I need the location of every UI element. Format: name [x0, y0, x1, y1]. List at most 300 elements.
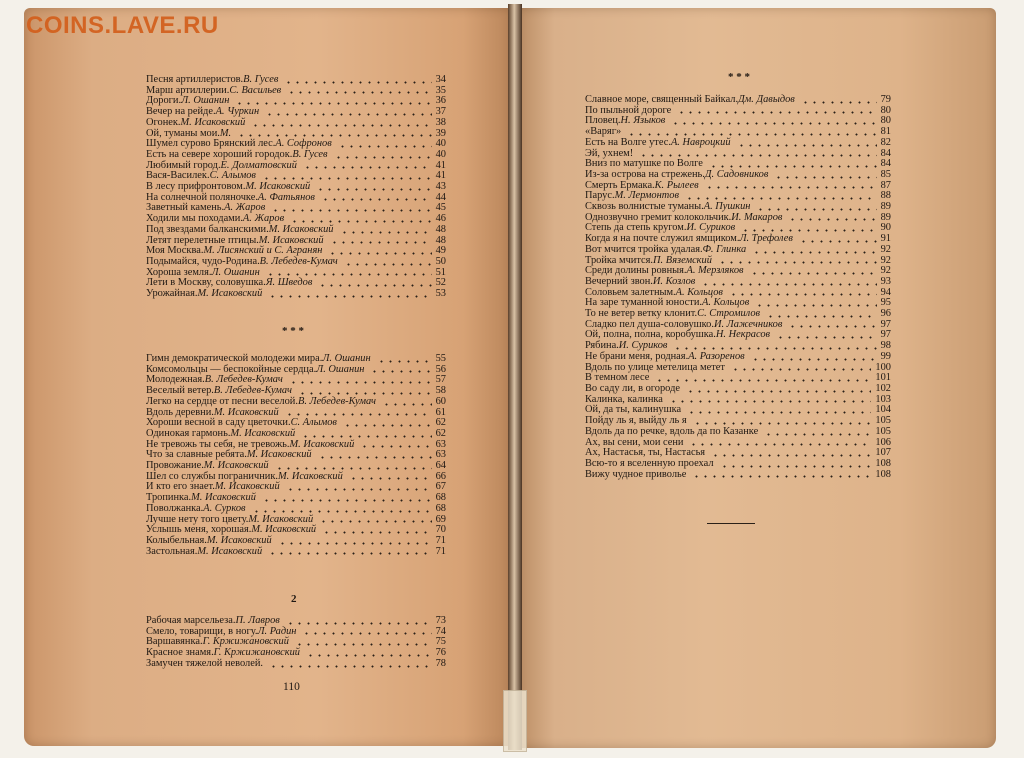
- song-page-number: 51: [435, 266, 446, 278]
- dot-leader: [319, 520, 431, 523]
- song-page-number: 40: [435, 138, 446, 150]
- song-page-number: 73: [435, 615, 446, 626]
- dot-leader: [718, 261, 877, 264]
- song-page-number: 75: [435, 636, 446, 648]
- dot-leader: [328, 252, 431, 255]
- song-author: М. Исаковский: [258, 234, 324, 246]
- song-page-number: 106: [875, 436, 891, 448]
- dot-leader: [788, 325, 876, 328]
- dot-leader: [343, 424, 432, 427]
- song-page-number: 35: [435, 84, 446, 96]
- toc-list-left-c: [146, 616, 446, 670]
- song-title: Калинка, калинка: [585, 393, 663, 405]
- song-page-number: 70: [435, 524, 446, 536]
- dot-leader: [720, 465, 872, 468]
- song-author: А. Софронов: [275, 138, 332, 150]
- dot-leader: [669, 400, 872, 403]
- page-number: 110: [283, 681, 300, 693]
- dot-leader: [321, 198, 432, 201]
- song-page-number: 63: [435, 449, 446, 461]
- song-title: Застольная.: [146, 545, 198, 557]
- dot-leader: [252, 510, 432, 513]
- song-page-number: 107: [875, 447, 891, 459]
- dot-leader: [737, 144, 877, 147]
- song-page-number: 97: [880, 318, 891, 330]
- dot-leader: [360, 445, 431, 448]
- song-title: Вдоль да по речке, вдоль да по Казанке: [585, 425, 759, 437]
- song-page-number: 97: [880, 329, 891, 341]
- toc-entry: [585, 116, 891, 127]
- song-title: Ой, полна, полна, коробушка.: [585, 329, 716, 341]
- song-title: То не ветер ветку клонит.: [585, 308, 698, 320]
- song-title: Сквозь волнистые туманы.: [585, 201, 704, 213]
- song-title: Вася-Василек.: [146, 170, 210, 182]
- song-title: Не тревожь ты себя, не тревожь.: [146, 438, 290, 450]
- tape-strip: [503, 690, 527, 752]
- song-title: Хороши весной в саду цветочки.: [146, 417, 291, 429]
- dot-leader: [284, 81, 431, 84]
- song-author: М. Лермонтов: [614, 190, 679, 202]
- song-page-number: 48: [435, 234, 446, 246]
- song-author: Д. Садовников: [704, 168, 769, 180]
- song-title: И кто его знает.: [146, 481, 215, 493]
- song-page-number: 52: [435, 277, 446, 289]
- song-title: Марш артиллерии.: [146, 84, 230, 96]
- dot-leader: [731, 368, 872, 371]
- toc-entry: [585, 459, 891, 470]
- song-author: А. Жаров: [242, 213, 285, 225]
- song-page-number: 96: [880, 308, 891, 320]
- song-author: Л. Ошанин: [211, 266, 260, 278]
- dot-leader: [370, 370, 431, 373]
- song-author: В. Гусев: [243, 74, 279, 85]
- dot-leader: [301, 435, 431, 438]
- song-title: Соловьем залетным.: [585, 286, 676, 298]
- song-title: Вижу чудное приволье: [585, 468, 687, 480]
- dot-leader: [303, 166, 432, 169]
- song-title: Ах, Настасья, ты, Настасья: [585, 447, 706, 459]
- dot-leader: [318, 456, 432, 459]
- toc-entry: [585, 427, 891, 438]
- dot-leader: [686, 390, 871, 393]
- dot-leader: [269, 665, 432, 668]
- song-author: С. Алымов: [290, 417, 337, 429]
- song-author: М. Исаковский: [230, 427, 296, 439]
- dot-leader: [764, 433, 871, 436]
- song-title: Вниз по матушке по Волге: [585, 158, 703, 170]
- dot-leader: [766, 315, 877, 318]
- dot-leader: [306, 654, 432, 657]
- song-page-number: 100: [875, 361, 891, 373]
- dot-leader: [251, 124, 431, 127]
- song-author: Г. Кржижановский: [213, 647, 301, 659]
- dot-leader: [687, 411, 871, 414]
- song-page-number: 74: [435, 625, 446, 637]
- song-title: Смерть Ермака.: [585, 179, 655, 191]
- dot-leader: [677, 111, 876, 114]
- dot-leader: [655, 379, 871, 382]
- song-title: Всю-то я вселенную проехал: [585, 457, 714, 469]
- song-page-number: 53: [435, 288, 446, 300]
- song-title: Степь да степь кругом.: [585, 222, 687, 234]
- song-title: Не брани меня, родная.: [585, 350, 689, 362]
- dot-leader: [685, 197, 877, 200]
- song-title: Шел со службы пограничник.: [146, 470, 278, 482]
- song-page-number: 89: [880, 201, 891, 213]
- song-title: Славное море, священный Байкал.: [585, 94, 739, 105]
- song-title: Вот мчится тройка удалая.: [585, 243, 703, 255]
- song-title: Замучен тяжелой неволей.: [146, 657, 263, 669]
- song-page-number: 40: [435, 148, 446, 160]
- dot-leader: [275, 467, 432, 470]
- song-page-number: 41: [435, 170, 446, 182]
- song-title: Провожание.: [146, 460, 204, 472]
- song-page-number: 78: [435, 657, 446, 669]
- song-page-number: 84: [880, 158, 891, 170]
- dot-leader: [639, 154, 876, 157]
- song-title: Лети в Москву, соловушка.: [146, 277, 266, 289]
- song-page-number: 98: [880, 340, 891, 352]
- song-page-number: 85: [880, 168, 891, 180]
- song-author: Л. Радин: [257, 625, 297, 637]
- dot-leader: [287, 91, 431, 94]
- song-title: Лучше нету того цвету.: [146, 513, 249, 525]
- song-author: Я. Шведов: [265, 277, 313, 289]
- song-title: Красное знамя.: [146, 647, 214, 659]
- song-page-number: 102: [875, 382, 891, 394]
- song-author: М. Исаковский: [191, 492, 256, 504]
- dot-leader: [776, 336, 877, 339]
- song-author: Л. Трефолев: [739, 233, 793, 245]
- toc-entry: [146, 504, 446, 515]
- toc-entry: [146, 289, 446, 300]
- song-title: Смело, товарищи, в ногу.: [146, 625, 258, 637]
- book-spine: [508, 4, 522, 750]
- dot-leader: [262, 499, 432, 502]
- song-title: В лесу прифронтовом.: [146, 181, 246, 193]
- song-title: Огонек.: [146, 116, 181, 128]
- song-page-number: 63: [435, 438, 446, 450]
- song-author: Дм. Давыдов: [738, 94, 795, 105]
- song-page-number: 84: [880, 147, 891, 159]
- song-page-number: 76: [435, 647, 446, 659]
- dot-leader: [377, 360, 432, 363]
- song-title: Вечер на рейде.: [146, 106, 216, 118]
- dot-leader: [756, 208, 876, 211]
- dot-leader: [801, 101, 877, 104]
- dot-leader: [711, 454, 871, 457]
- song-title: Ах, вы сени, мои сени: [585, 436, 684, 448]
- song-author: П. Лавров: [235, 615, 280, 626]
- dot-leader: [741, 229, 876, 232]
- dot-leader: [237, 134, 431, 137]
- song-page-number: 94: [880, 286, 891, 298]
- dot-leader: [268, 552, 431, 555]
- song-title: Одинокая гармонь.: [146, 427, 231, 439]
- song-author: П. Вяземский: [653, 254, 712, 266]
- song-page-number: 104: [875, 404, 891, 416]
- song-page-number: 50: [435, 255, 446, 267]
- dot-leader: [334, 156, 432, 159]
- dot-leader: [322, 531, 431, 534]
- song-title: Варшавянка.: [146, 636, 203, 648]
- song-page-number: 81: [880, 126, 891, 138]
- song-page-number: 37: [435, 106, 446, 118]
- song-page-number: 80: [880, 115, 891, 127]
- dot-leader: [627, 133, 876, 136]
- song-page-number: 45: [435, 202, 446, 214]
- song-author: М. Исаковский: [251, 524, 317, 536]
- song-title: Когда я на почте служил ямщиком.: [585, 233, 740, 245]
- dot-leader: [752, 251, 876, 254]
- section-divider-stars: * * *: [282, 325, 304, 337]
- song-title: На заре туманной юности.: [585, 297, 702, 309]
- song-author: В. Лебедев-Кумач: [297, 395, 377, 407]
- song-author: А. Сурков: [203, 502, 246, 514]
- song-page-number: 64: [435, 460, 446, 472]
- dot-leader: [285, 413, 432, 416]
- song-page-number: 88: [880, 190, 891, 202]
- song-page-number: 36: [435, 95, 446, 107]
- toc-entry: [585, 470, 891, 481]
- song-page-number: 44: [435, 191, 446, 203]
- song-page-number: 90: [880, 222, 891, 234]
- toc-entry: [146, 659, 446, 670]
- song-page-number: 34: [435, 74, 446, 85]
- song-page-number: 60: [435, 395, 446, 407]
- dot-leader: [295, 643, 432, 646]
- song-page-number: 99: [880, 350, 891, 362]
- song-page-number: 71: [435, 534, 446, 546]
- song-page-number: 57: [435, 374, 446, 386]
- song-title: Хороша земля.: [146, 266, 212, 278]
- song-author: И. Лажечников: [713, 318, 783, 330]
- song-page-number: 95: [880, 297, 891, 309]
- song-page-number: 105: [875, 425, 891, 437]
- toc-entry: [585, 352, 891, 363]
- dot-leader: [382, 403, 432, 406]
- song-author: А. Мерзляков: [686, 265, 744, 277]
- dot-leader: [788, 218, 876, 221]
- song-page-number: 49: [435, 245, 446, 257]
- song-title: Песня артиллеристов.: [146, 74, 244, 85]
- song-title: Рябина.: [585, 340, 619, 352]
- song-author: Е. Долматовский: [220, 159, 297, 171]
- song-page-number: 43: [435, 181, 446, 193]
- song-page-number: 39: [435, 127, 446, 139]
- dot-leader: [302, 632, 431, 635]
- dot-leader: [290, 220, 432, 223]
- song-author: М. Исаковский: [214, 481, 280, 493]
- section-number: 2: [291, 593, 297, 605]
- song-author: С. Стромилов: [697, 308, 761, 320]
- song-title: Молодежная.: [146, 374, 205, 386]
- song-title: По пыльной дороге: [585, 104, 672, 116]
- song-page-number: 62: [435, 417, 446, 429]
- song-page-number: 82: [880, 136, 891, 148]
- song-page-number: 89: [880, 211, 891, 223]
- dot-leader: [316, 188, 431, 191]
- song-page-number: 56: [435, 363, 446, 375]
- song-page-number: 108: [875, 468, 891, 480]
- song-title: Под звездами балканскими.: [146, 223, 269, 235]
- song-title: Легко на сердце от песни веселой.: [146, 395, 298, 407]
- song-author: Л. Ошанин: [316, 363, 365, 375]
- song-page-number: 46: [435, 213, 446, 225]
- song-author: Л. Ошанин: [322, 353, 371, 364]
- song-page-number: 66: [435, 470, 446, 482]
- song-title: Дороги.: [146, 95, 182, 107]
- dot-leader: [289, 381, 432, 384]
- song-title: Урожайная.: [146, 288, 198, 300]
- dot-leader: [689, 443, 871, 446]
- song-title: Веселый ветер.: [146, 385, 214, 397]
- dot-leader: [268, 295, 431, 298]
- song-title: На солнечной поляночке.: [146, 191, 258, 203]
- song-author: Л. Ошанин: [181, 95, 230, 107]
- song-title: Ходили мы походами.: [146, 213, 243, 225]
- song-author: И. Суриков: [686, 222, 736, 234]
- song-title: Пойду ль я, выйду ль я: [585, 415, 687, 427]
- song-author: В. Лебедев-Кумач: [213, 385, 292, 397]
- song-author: М. Исаковский: [268, 223, 334, 235]
- song-page-number: 38: [435, 116, 446, 128]
- watermark-text: COINS.LAVE.RU: [26, 12, 219, 39]
- song-title: Ой, да ты, калинушка: [585, 404, 682, 416]
- song-title: Однозвучно гремит колокольчик.: [585, 211, 732, 223]
- song-page-number: 103: [875, 393, 891, 405]
- dot-leader: [338, 145, 432, 148]
- song-title: Любимый город.: [146, 159, 221, 171]
- dot-leader: [692, 475, 871, 478]
- dot-leader: [235, 102, 431, 105]
- song-page-number: 67: [435, 481, 446, 493]
- end-rule: [707, 523, 755, 524]
- toc-list-right: [585, 95, 891, 480]
- song-page-number: 91: [880, 233, 891, 245]
- toc-entry: [146, 225, 446, 236]
- toc-entry: [146, 547, 446, 558]
- dot-leader: [318, 284, 431, 287]
- toc-list-left-a: [146, 75, 446, 300]
- song-title: Парус.: [585, 190, 615, 202]
- song-page-number: 69: [435, 513, 446, 525]
- song-title: Летят перелетные птицы.: [146, 234, 259, 246]
- song-author: А. Кольцов: [701, 297, 750, 309]
- song-author: А. Пушкин: [703, 201, 751, 213]
- dot-leader: [278, 542, 432, 545]
- song-title: Рабочая марсельеза.: [146, 615, 236, 626]
- song-page-number: 61: [435, 406, 446, 418]
- song-author: М. Исаковский: [245, 181, 311, 193]
- song-page-number: 48: [435, 223, 446, 235]
- song-author: М. Исаковский: [197, 288, 263, 300]
- song-title: Вдоль по улице метелица метет: [585, 361, 725, 373]
- song-title: Заветный камень.: [146, 202, 225, 214]
- song-page-number: 58: [435, 385, 446, 397]
- song-title: Тропинка.: [146, 492, 192, 504]
- song-title: Поволжанка.: [146, 502, 204, 514]
- song-author: М. Исаковский: [277, 470, 343, 482]
- song-title: Есть на Волге утес.: [585, 136, 671, 148]
- dot-leader: [671, 122, 876, 125]
- dot-leader: [799, 240, 877, 243]
- dot-leader: [340, 231, 432, 234]
- song-author: А. Навроцкий: [670, 136, 731, 148]
- song-author: А. Фатьянов: [257, 191, 315, 203]
- song-title: Сладко пел душа-соловушко.: [585, 318, 714, 330]
- song-author: М. Исаковский: [213, 406, 279, 418]
- song-author: И. Макаров: [731, 211, 783, 223]
- dot-leader: [271, 209, 431, 212]
- song-title: Среди долины ровныя.: [585, 265, 687, 277]
- song-author: А. Кольцов: [675, 286, 723, 298]
- song-author: К. Рылеев: [654, 179, 699, 191]
- song-title: Комсомольцы — беспокойные сердца.: [146, 363, 317, 375]
- song-title: Вдоль деревни.: [146, 406, 214, 418]
- song-author: М. Исаковский: [206, 534, 272, 546]
- song-author: Г. Кржижановский: [202, 636, 289, 648]
- song-author: М. Исаковский: [203, 460, 269, 472]
- song-author: И. Суриков: [618, 340, 668, 352]
- song-page-number: 79: [880, 94, 891, 105]
- song-author: М. Лисянский и С. Агранян: [203, 245, 323, 257]
- dot-leader: [701, 283, 876, 286]
- song-title: Что за славные ребята.: [146, 449, 247, 461]
- song-title: Есть на севере хороший городок.: [146, 148, 293, 160]
- song-page-number: 80: [880, 104, 891, 116]
- song-author: А. Разоренов: [688, 350, 745, 362]
- dot-leader: [673, 347, 876, 350]
- dot-leader: [729, 293, 877, 296]
- dot-leader: [709, 165, 877, 168]
- song-author: Н. Языков: [620, 115, 666, 127]
- dot-leader: [693, 422, 872, 425]
- section-divider-stars: * * *: [728, 71, 750, 83]
- song-title: Из-за острова на стрежень.: [585, 168, 705, 180]
- song-author: М. Исаковский: [248, 513, 314, 525]
- song-author: В. Лебедев-Кумач: [204, 374, 283, 386]
- song-author: М. Исаковский: [289, 438, 355, 450]
- song-author: В. Лебедев-Кумач: [259, 255, 338, 267]
- song-page-number: 55: [435, 353, 446, 364]
- song-page-number: 93: [880, 275, 891, 287]
- dot-leader: [265, 113, 431, 116]
- song-title: Вечерний звон.: [585, 275, 653, 287]
- dot-leader: [330, 241, 432, 244]
- song-page-number: 105: [875, 415, 891, 427]
- song-author: Ф. Глинка: [702, 243, 747, 255]
- song-title: Гимн демократической молодежи мира.: [146, 353, 323, 364]
- dot-leader: [750, 272, 877, 275]
- toc-entry: [585, 138, 891, 149]
- song-title: Пловец.: [585, 115, 621, 127]
- toc-entry: [146, 397, 446, 408]
- song-author: М. Исаковский: [246, 449, 312, 461]
- song-title: «Варяг»: [585, 126, 622, 138]
- song-page-number: 87: [880, 179, 891, 191]
- dot-leader: [774, 176, 876, 179]
- song-author: С. Алымов: [209, 170, 256, 182]
- song-title: Тройка мчится.: [585, 254, 654, 266]
- song-author: М. Исаковский: [180, 116, 246, 128]
- toc-entry: [146, 118, 446, 129]
- song-author: И. Козлов: [652, 275, 696, 287]
- dot-leader: [286, 622, 432, 625]
- dot-leader: [298, 392, 432, 395]
- song-author: Н. Некрасов: [715, 329, 771, 341]
- song-author: А. Жаров: [224, 202, 266, 214]
